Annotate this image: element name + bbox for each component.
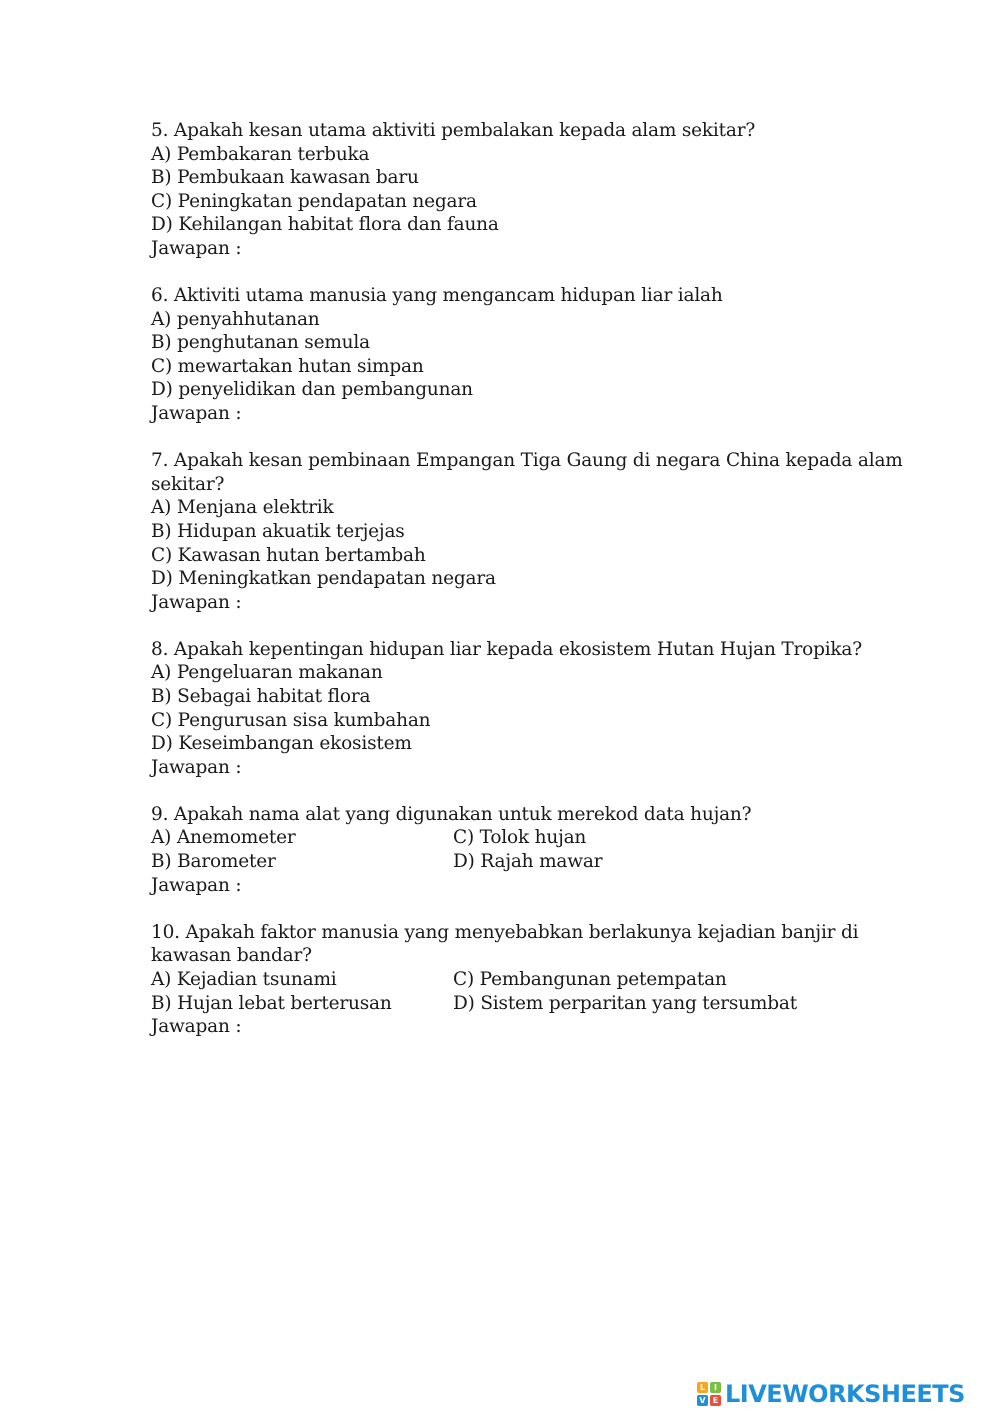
option-a[interactable]: A) Pembakaran terbuka — [151, 143, 370, 165]
option-a[interactable]: A) Kejadian tsunami — [151, 968, 337, 990]
options-row-1 — [151, 968, 871, 992]
worksheet-page — [151, 119, 903, 1062]
option-d[interactable]: D) Rajah mawar — [453, 851, 603, 873]
question-7 — [151, 449, 903, 614]
logo-tiles-icon — [697, 1382, 721, 1406]
option-a[interactable]: A) Anemometer — [151, 827, 296, 849]
answer-label: Jawapan : — [151, 756, 242, 778]
option-d[interactable]: D) Meningkatkan pendapatan negara — [151, 568, 496, 590]
option-c[interactable]: C) Peningkatan pendapatan negara — [151, 190, 477, 212]
option-c[interactable]: C) mewartakan hutan simpan — [151, 355, 424, 377]
options-row-2 — [151, 850, 871, 874]
option-a[interactable]: A) Pengeluaran makanan — [151, 662, 383, 684]
question-9 — [151, 803, 871, 897]
answer-label: Jawapan : — [151, 874, 242, 896]
option-d[interactable]: D) Kehilangan habitat flora dan fauna — [151, 214, 499, 236]
option-c[interactable]: C) Kawasan hutan bertambah — [151, 544, 426, 566]
answer-label: Jawapan : — [151, 403, 242, 425]
question-stem: 6. Aktiviti utama manusia yang mengancam hidupan liar ialah — [151, 285, 723, 307]
option-b[interactable]: B) Hidupan akuatik terjejas — [151, 520, 405, 542]
answer-label: Jawapan : — [151, 591, 242, 613]
option-d[interactable]: D) penyelidikan dan pembangunan — [151, 379, 473, 401]
liveworksheets-logo[interactable] — [697, 1378, 965, 1410]
option-b[interactable]: B) Barometer — [151, 851, 276, 873]
option-d[interactable]: D) Keseimbangan ekosistem — [151, 733, 412, 755]
option-c[interactable]: C) Pembangunan petempatan — [453, 968, 727, 990]
option-c[interactable]: C) Pengurusan sisa kumbahan — [151, 709, 431, 731]
question-10 — [151, 921, 871, 1039]
logo-tile: L — [697, 1382, 708, 1393]
question-stem: 8. Apakah kepentingan hidupan liar kepada ekosistem Hutan Hujan Tropika? — [151, 638, 862, 660]
option-d[interactable]: D) Sistem perparitan yang tersumbat — [453, 992, 797, 1014]
question-6 — [151, 284, 871, 426]
logo-text: LIVEWORKSHEETS — [725, 1380, 965, 1408]
question-stem: 9. Apakah nama alat yang digunakan untuk merekod data hujan? — [151, 803, 752, 825]
option-c[interactable]: C) Tolok hujan — [453, 827, 587, 849]
question-stem: 5. Apakah kesan utama aktiviti pembalakan kepada alam sekitar? — [151, 120, 756, 141]
option-b[interactable]: B) Hujan lebat berterusan — [151, 992, 392, 1014]
question-stem-line-1: 7. Apakah kesan pembinaan Empangan Tiga Gaung di negara China kepada alam — [151, 450, 903, 472]
logo-tile: I — [710, 1382, 721, 1393]
answer-label: Jawapan : — [151, 237, 242, 259]
question-stem-line-2: sekitar? — [151, 473, 225, 495]
question-5 — [151, 119, 871, 261]
option-b[interactable]: B) Pembukaan kawasan baru — [151, 167, 419, 189]
question-stem-line-1: 10. Apakah faktor manusia yang menyebabkan berlakunya kejadian banjir di — [151, 921, 859, 943]
logo-tile: V — [697, 1395, 708, 1406]
options-row-1 — [151, 826, 871, 850]
option-b[interactable]: B) Sebagai habitat flora — [151, 685, 371, 707]
answer-label: Jawapan : — [151, 1016, 242, 1038]
question-stem-line-2: kawasan bandar? — [151, 945, 312, 967]
question-8 — [151, 638, 871, 780]
option-a[interactable]: A) Menjana elektrik — [151, 497, 334, 519]
options-row-2 — [151, 992, 871, 1016]
logo-tile: E — [710, 1395, 721, 1406]
option-a[interactable]: A) penyahhutanan — [151, 308, 320, 330]
option-b[interactable]: B) penghutanan semula — [151, 332, 370, 354]
